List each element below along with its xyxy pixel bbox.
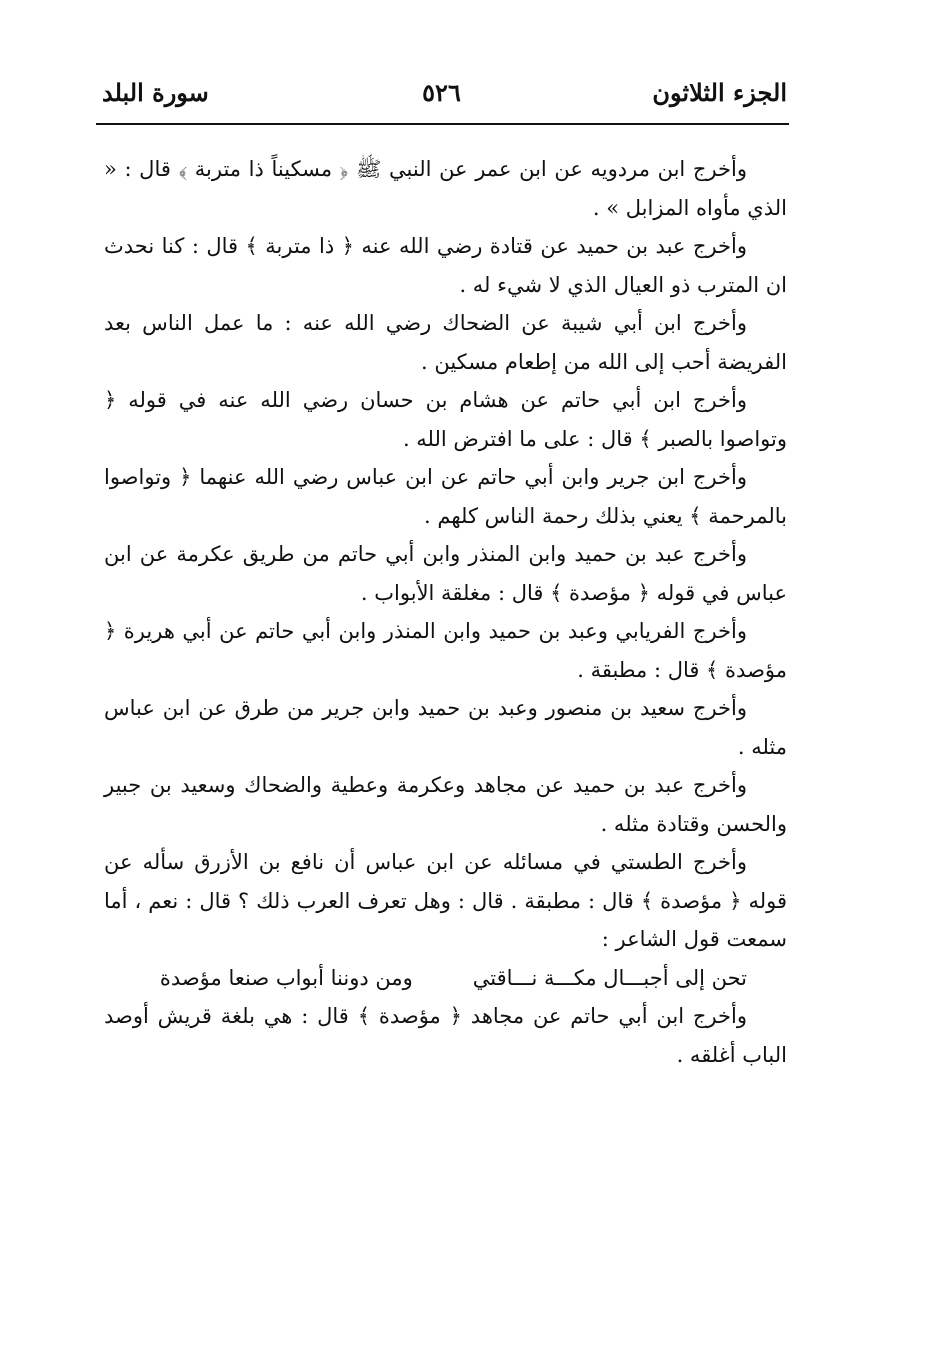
paragraph: وأخرج ابن أبي شيبة عن الضحاك رضي الله عنه : ما عمل الناس بعد الفريضة أحب إلى الله من إطعام مسكين .	[104, 311, 787, 374]
surah-title: سورة البلد	[102, 78, 209, 107]
paragraph: وأخرج الفريابي وعبد بن حميد وابن المنذر وابن أبي حاتم عن أبي هريرة ﴿ مؤصدة ﴾ قال : مطبقة .	[104, 619, 787, 682]
page-header	[96, 78, 787, 120]
paragraph: وأخرج ابن أبي حاتم عن هشام بن حسان رضي الله عنه في قوله ﴿ وتواصوا بالصبر ﴾ قال : على ما افترض الله .	[104, 388, 787, 451]
verse-second-hemistich: ومن دوننا أبواب صنعا مؤصدة	[159, 965, 413, 990]
paragraph: وأخرج الطستي في مسائله عن ابن عباس أن نافع بن الأزرق سأله عن قوله ﴿ مؤصدة ﴾ قال : مطبقة . قال : وهل تعرف العرب ذلك ؟ قال : نعم ، أما سمعت قول الشاعر :	[104, 850, 787, 951]
part-title: الجزء الثلاثون	[652, 78, 787, 107]
paragraph: وأخرج ابن أبي حاتم عن مجاهد ﴿ مؤصدة ﴾ قال : هي بلغة قريش أوصد الباب أغلقه .	[104, 1004, 787, 1067]
paragraph: وأخرج عبد بن حميد عن قتادة رضي الله عنه ﴿ ذا متربة ﴾ قال : كنا نحدث ان المترب ذو العيال الذي لا شيء له .	[104, 234, 787, 297]
header-divider	[96, 123, 789, 125]
paragraph: وأخرج ابن جرير وابن أبي حاتم عن ابن عباس رضي الله عنهما ﴿ وتواصوا بالمرحمة ﴾ يعني بذلك رحمة الناس كلهم .	[104, 465, 787, 528]
verse-first-hemistich: تحن إلى أجبـــال مكـــة نـــاقتي	[472, 965, 747, 990]
paragraph: وأخرج ابن مردويه عن ابن عمر عن النبي ﷺ ﴿ مسكيناً ذا متربة ﴾ قال : « الذي مأواه المزابل » .	[104, 157, 787, 220]
page-number: ٥٢٦	[422, 78, 461, 107]
poetry-verse	[104, 959, 787, 998]
paragraph: وأخرج عبد بن حميد عن مجاهد وعكرمة وعطية والضحاك وسعيد بن جبير والحسن وقتادة مثله .	[104, 773, 787, 836]
paragraph: وأخرج سعيد بن منصور وعبد بن حميد وابن جرير من طرق عن ابن عباس مثله .	[104, 696, 787, 759]
page-body	[104, 150, 787, 1074]
paragraph: وأخرج عبد بن حميد وابن المنذر وابن أبي حاتم من طريق عكرمة عن ابن عباس في قوله ﴿ مؤصدة ﴾ قال : مغلقة الأبواب .	[104, 542, 787, 605]
